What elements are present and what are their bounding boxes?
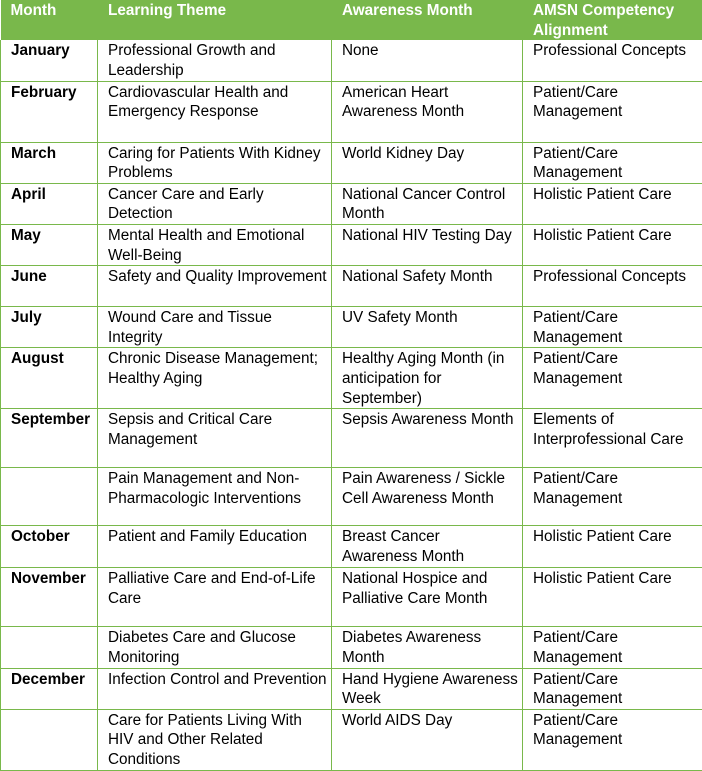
amsn-cell: Patient/Care Management [523,709,702,770]
theme-cell: Chronic Disease Management; Healthy Aging [98,348,332,409]
table-row [1,526,702,568]
awareness-cell: UV Safety Month [332,307,523,348]
table-row [1,40,702,81]
table-row [1,409,702,468]
month-cell: December [1,668,98,709]
amsn-cell: Patient/Care Management [523,142,702,183]
month-cell: October [1,526,98,568]
month-cell: November [1,568,98,627]
month-cell [1,709,98,770]
awareness-cell: Pain Awareness / Sickle Cell Awareness Month [332,468,523,526]
awareness-cell: Healthy Aging Month (in anticipation for September) [332,348,523,409]
amsn-cell: Patient/Care Management [523,348,702,409]
table-row [1,307,702,348]
month-cell [1,627,98,668]
theme-cell: Infection Control and Prevention [98,668,332,709]
amsn-cell: Patient/Care Management [523,307,702,348]
month-cell: April [1,183,98,224]
theme-cell: Professional Growth and Leadership [98,40,332,81]
header-row [1,0,702,40]
amsn-cell: Holistic Patient Care [523,526,702,568]
month-cell: July [1,307,98,348]
table-row [1,668,702,709]
awareness-cell: Breast Cancer Awareness Month [332,526,523,568]
amsn-cell: Patient/Care Management [523,627,702,668]
table-header [1,0,702,40]
theme-cell: Safety and Quality Improvement [98,266,332,307]
month-cell: February [1,81,98,142]
amsn-cell: Holistic Patient Care [523,225,702,266]
theme-cell: Cancer Care and Early Detection [98,183,332,224]
table-body [1,40,702,770]
awareness-cell: National Hospice and Palliative Care Month [332,568,523,627]
table-row [1,468,702,526]
theme-cell: Cardiovascular Health and Emergency Response [98,81,332,142]
header-month: Month [1,0,98,40]
table-row [1,627,702,668]
theme-cell: Wound Care and Tissue Integrity [98,307,332,348]
table-row [1,225,702,266]
month-cell: June [1,266,98,307]
awareness-cell: Sepsis Awareness Month [332,409,523,468]
table-row [1,568,702,627]
theme-cell: Pain Management and Non-Pharmacologic Interventions [98,468,332,526]
theme-cell: Sepsis and Critical Care Management [98,409,332,468]
theme-cell: Diabetes Care and Glucose Monitoring [98,627,332,668]
amsn-cell: Professional Concepts [523,266,702,307]
theme-cell: Caring for Patients With Kidney Problems [98,142,332,183]
month-cell [1,468,98,526]
theme-cell: Mental Health and Emotional Well-Being [98,225,332,266]
header-awareness-month: Awareness Month [332,0,523,40]
header-amsn-alignment: AMSN Competency Alignment [523,0,702,40]
awareness-cell: National Cancer Control Month [332,183,523,224]
awareness-cell: None [332,40,523,81]
header-learning-theme: Learning Theme [98,0,332,40]
amsn-cell: Patient/Care Management [523,668,702,709]
awareness-cell: National HIV Testing Day [332,225,523,266]
amsn-cell: Patient/Care Management [523,468,702,526]
table-row [1,142,702,183]
month-cell: January [1,40,98,81]
month-cell: March [1,142,98,183]
theme-cell: Care for Patients Living With HIV and Other Related Conditions [98,709,332,770]
table-row [1,348,702,409]
theme-cell: Palliative Care and End-of-Life Care [98,568,332,627]
awareness-cell: American Heart Awareness Month [332,81,523,142]
awareness-cell: Hand Hygiene Awareness Week [332,668,523,709]
table-row [1,266,702,307]
month-cell: September [1,409,98,468]
amsn-cell: Elements of Interprofessional Care [523,409,702,468]
awareness-cell: World Kidney Day [332,142,523,183]
amsn-cell: Holistic Patient Care [523,183,702,224]
awareness-cell: Diabetes Awareness Month [332,627,523,668]
amsn-cell: Professional Concepts [523,40,702,81]
amsn-cell: Holistic Patient Care [523,568,702,627]
theme-cell: Patient and Family Education [98,526,332,568]
table-row [1,183,702,224]
amsn-cell: Patient/Care Management [523,81,702,142]
month-cell: August [1,348,98,409]
month-cell: May [1,225,98,266]
table-row [1,81,702,142]
table-row [1,709,702,770]
awareness-cell: National Safety Month [332,266,523,307]
awareness-cell: World AIDS Day [332,709,523,770]
